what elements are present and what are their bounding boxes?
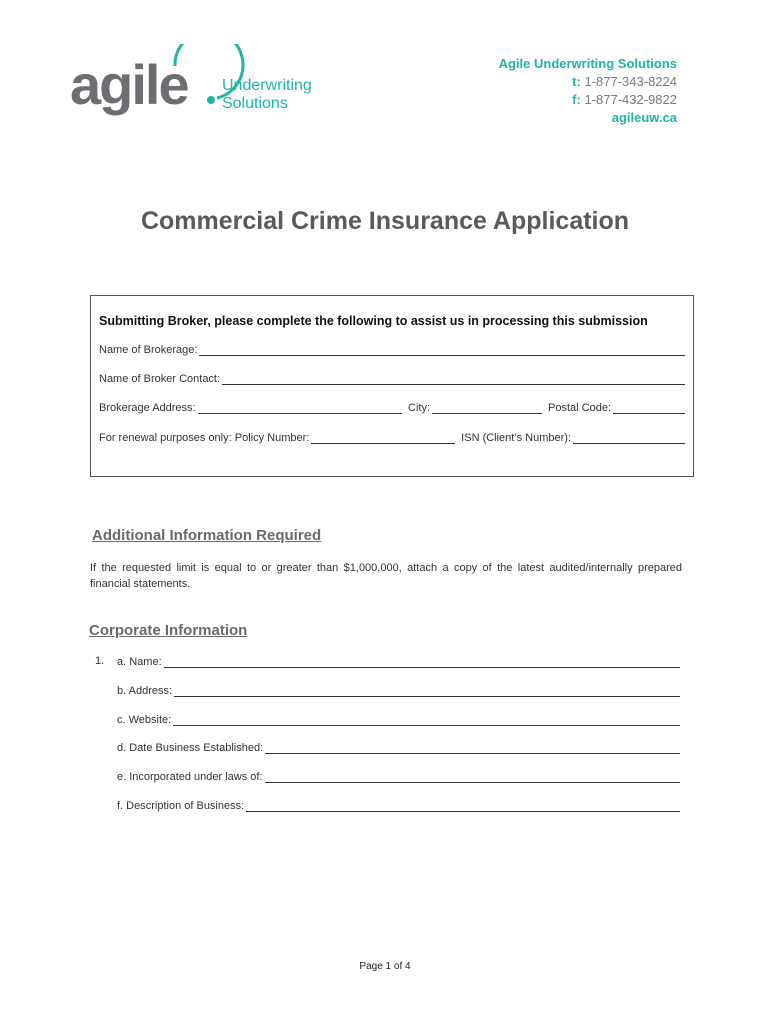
corp-incorporated-label: e. Incorporated under laws of: [117, 771, 263, 783]
renewal-label: For renewal purposes only: Policy Number: [99, 432, 310, 444]
corp-name-row [117, 656, 680, 668]
fax-line [499, 91, 677, 109]
corp-name-label: a. Name: [117, 656, 162, 668]
corp-incorporated-row [117, 771, 680, 783]
corp-established-field[interactable] [265, 743, 680, 754]
page-title: Commercial Crime Insurance Application [140, 207, 630, 235]
corp-website-row [117, 714, 680, 726]
phone-key: t: [572, 74, 581, 89]
corp-name-field[interactable] [164, 657, 680, 668]
postal-field[interactable] [613, 403, 685, 414]
contact-block [499, 55, 677, 127]
corp-address-field[interactable] [174, 686, 680, 697]
additional-heading: Additional Information Required [92, 527, 322, 544]
corp-website-field[interactable] [173, 715, 680, 726]
corp-website-label: c. Website: [117, 714, 172, 726]
corp-description-row [117, 800, 680, 812]
corporate-heading: Corporate Information [89, 622, 248, 639]
address-field[interactable] [198, 403, 402, 414]
broker-contact-field[interactable] [222, 374, 685, 385]
postal-label: Postal Code: [548, 402, 611, 414]
logo-tagline-1: Underwriting [222, 77, 312, 94]
logo-wordmark: agile [70, 53, 188, 116]
corp-description-field[interactable] [246, 801, 680, 812]
corp-description-label: f. Description of Business: [117, 800, 245, 812]
brokerage-field[interactable] [199, 345, 685, 356]
question-number: 1. [95, 655, 105, 667]
broker-contact-row [99, 373, 685, 385]
broker-contact-label: Name of Broker Contact: [99, 373, 221, 385]
broker-box [90, 295, 694, 477]
corp-established-row [117, 742, 680, 754]
city-field[interactable] [432, 403, 542, 414]
logo-tagline-2: Solutions [222, 95, 288, 112]
phone-number: 1-877-343-8224 [584, 74, 677, 89]
fax-number: 1-877-432-9822 [584, 92, 677, 107]
agile-logo [70, 44, 330, 124]
additional-text: If the requested limit is equal to or greater than $1,000,000, attach a copy of the latest audited/internally prepared financial statements. [90, 562, 682, 590]
company-name: Agile Underwriting Solutions [498, 56, 677, 71]
corp-established-label: d. Date Business Established: [117, 742, 264, 754]
isn-field[interactable] [573, 433, 685, 444]
logo-dot-icon [207, 96, 215, 104]
brokerage-label: Name of Brokerage: [99, 344, 198, 356]
corp-address-row [117, 685, 680, 697]
renewal-row [99, 432, 685, 444]
page-number: Page 1 of 4 [359, 961, 411, 972]
address-label: Brokerage Address: [99, 402, 196, 414]
fax-key: f: [572, 92, 581, 107]
policy-number-field[interactable] [311, 433, 455, 444]
phone-line [499, 73, 677, 91]
isn-label: ISN (Client’s Number): [461, 432, 571, 444]
address-row [99, 402, 685, 414]
website-link[interactable]: agileuw.ca [611, 110, 677, 125]
city-label: City: [408, 402, 431, 414]
brokerage-row [99, 344, 685, 356]
corp-address-label: b. Address: [117, 685, 173, 697]
broker-box-heading: Submitting Broker, please complete the following to assist us in processing this submission [99, 314, 648, 328]
corp-incorporated-field[interactable] [265, 772, 680, 783]
